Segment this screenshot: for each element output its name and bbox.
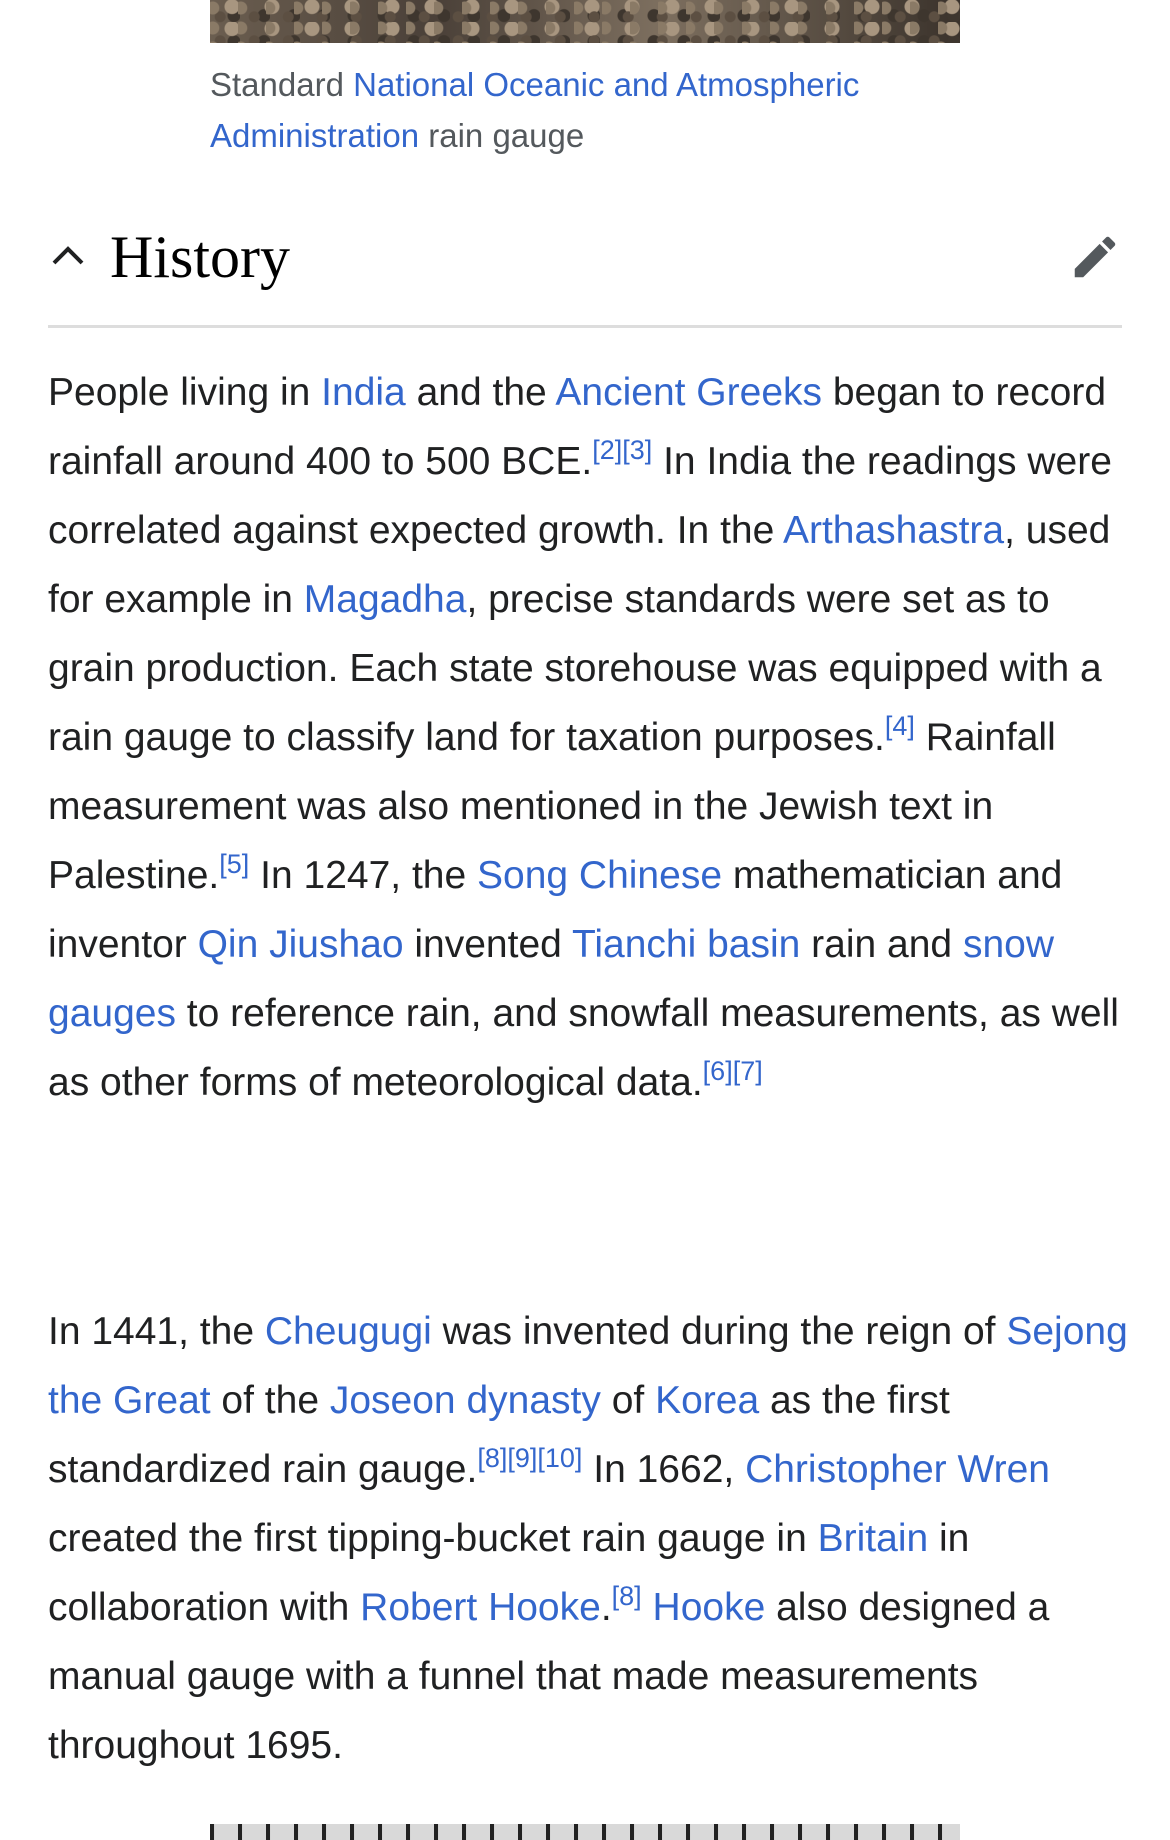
section-header-history[interactable] — [48, 205, 1122, 328]
caption-link-noaa[interactable]: National Oceanic and Atmospheric Administration — [210, 66, 860, 154]
link-song-chinese[interactable]: Song Chinese — [477, 854, 723, 897]
caption-text: rain gauge — [419, 117, 585, 154]
history-paragraph-2 — [48, 1297, 1128, 1780]
next-image[interactable] — [210, 1824, 960, 1840]
link-hooke[interactable]: Hooke — [652, 1586, 766, 1629]
text: also designed a manual gauge with a funnel that made measurements throughout 1695. — [48, 1586, 1050, 1767]
text: In 1662, — [582, 1448, 746, 1491]
link-sejong-the-great[interactable]: Sejong the Great — [48, 1310, 1128, 1422]
caption-text: Standard — [210, 66, 354, 103]
citation-9[interactable]: [9] — [507, 1443, 538, 1474]
text — [642, 1586, 653, 1629]
link-india[interactable]: India — [321, 371, 406, 414]
link-tianchi-basin[interactable]: Tianchi basin — [571, 923, 801, 966]
chevron-up-icon[interactable] — [48, 235, 88, 275]
link-cheugugi[interactable]: Cheugugi — [264, 1310, 432, 1353]
text: of — [600, 1379, 656, 1422]
text: in collaboration with — [48, 1517, 970, 1629]
rain-gauge-image[interactable] — [210, 0, 960, 43]
link-robert-hooke[interactable]: Robert Hooke — [360, 1586, 601, 1629]
citation-10[interactable]: [10] — [537, 1443, 583, 1474]
citation-7[interactable]: [7] — [732, 1056, 763, 1087]
link-snow-gauges[interactable]: snow gauges — [48, 923, 1054, 1035]
citation-6[interactable]: [6] — [702, 1056, 733, 1087]
text: invented — [403, 923, 572, 966]
text: In India the readings were correlated against expected growth. In the — [48, 440, 1112, 552]
link-christopher-wren[interactable]: Christopher Wren — [745, 1448, 1050, 1491]
text: In 1247, the — [249, 854, 477, 897]
citation-5[interactable]: [5] — [219, 849, 250, 880]
link-joseon-dynasty[interactable]: Joseon dynasty — [329, 1379, 601, 1422]
text: , precise standards were set as to grain production. Each state storehouse was equipped with a rain gauge to classify land for taxation purposes. — [48, 578, 1102, 759]
citation-8[interactable]: [8] — [611, 1581, 642, 1612]
citation-8[interactable]: [8] — [477, 1443, 508, 1474]
text: created the first tipping-bucket rain gauge in — [48, 1517, 818, 1560]
link-magadha[interactable]: Magadha — [303, 578, 467, 621]
link-britain[interactable]: Britain — [817, 1517, 929, 1560]
text: Rainfall measurement was also mentioned in the Jewish text in Palestine. — [48, 716, 1056, 897]
text: People living in — [48, 371, 322, 414]
text: . — [600, 1586, 612, 1629]
text: , used for example in — [48, 509, 1111, 621]
text: In 1441, the — [48, 1310, 265, 1353]
pencil-icon[interactable] — [1068, 230, 1122, 284]
text: to reference rain, and snowfall measurements, as well as other forms of meteorological data. — [48, 992, 1119, 1104]
citation-2[interactable]: [2] — [592, 435, 623, 466]
link-qin-jiushao[interactable]: Qin Jiushao — [197, 923, 404, 966]
text: rain and — [800, 923, 963, 966]
citation-4[interactable]: [4] — [884, 711, 915, 742]
text: mathematician and inventor — [48, 854, 1063, 966]
text: as the first standardized rain gauge. — [48, 1379, 950, 1491]
link-korea[interactable]: Korea — [655, 1379, 760, 1422]
citation-3[interactable]: [3] — [622, 435, 653, 466]
section-title: History — [110, 224, 290, 290]
text: of the — [210, 1379, 330, 1422]
history-paragraph-1 — [48, 358, 1128, 1117]
link-arthashastra[interactable]: Arthashastra — [782, 509, 1005, 552]
text: and the — [405, 371, 556, 414]
text: was invented during the reign of — [431, 1310, 1007, 1353]
link-ancient-greeks[interactable]: Ancient Greeks — [555, 371, 823, 414]
image-caption — [210, 59, 970, 161]
text: began to record rainfall around 400 to 500 BCE. — [48, 371, 1107, 483]
